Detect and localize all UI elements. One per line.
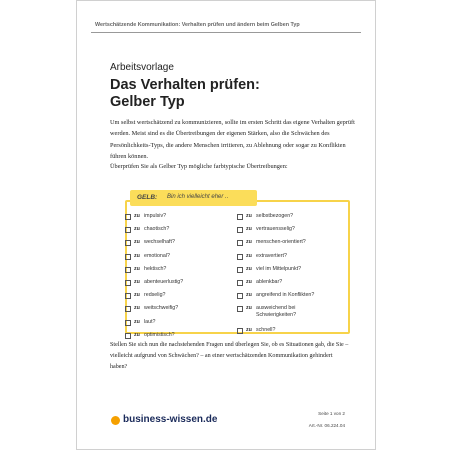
checklist-item-prefix: zu — [134, 318, 140, 325]
logo-dot-icon — [111, 416, 120, 425]
checklist-item-prefix: zu — [134, 331, 140, 338]
checkbox-icon[interactable] — [125, 254, 131, 260]
article-number: Art.-Nr. 06.224.04 — [308, 423, 345, 428]
checklist-item-text: wechselhaft? — [144, 239, 175, 246]
checkbox-icon[interactable] — [237, 328, 243, 334]
checklist-item-text: menschen-orientiert? — [256, 239, 306, 246]
checkbox-icon[interactable] — [125, 320, 131, 326]
checkbox-icon[interactable] — [237, 293, 243, 299]
checklist-item-text: selbstbezogen? — [256, 213, 294, 219]
checklist-item-prefix: zu — [134, 252, 140, 259]
checklist-item-prefix: zu — [134, 226, 140, 233]
header-divider — [91, 32, 361, 33]
checklist-item-prefix: zu — [246, 292, 252, 299]
checklist-item-prefix: zu — [246, 213, 252, 219]
checklist-item-text: impulsiv? — [144, 213, 167, 219]
checkbox-icon[interactable] — [237, 240, 243, 246]
checklist-item-prefix: zu — [134, 305, 140, 312]
title-line-1: Das Verhalten prüfen: — [110, 77, 260, 93]
page-number: Seite 1 von 2 — [318, 411, 345, 416]
checkbox-icon[interactable] — [237, 214, 243, 220]
checkbox-icon[interactable] — [237, 306, 243, 312]
checklist-item-text: angreifend in Konflikten? — [256, 292, 315, 299]
checkbox-icon[interactable] — [237, 227, 243, 233]
brand-logo: business-wissen.de — [123, 414, 218, 425]
checkbox-icon[interactable] — [125, 306, 131, 312]
checkbox-icon[interactable] — [125, 240, 131, 246]
checklist-item-text: redselig? — [144, 292, 166, 299]
checklist-item-text: ausweichend bei Schwierigkeiten? — [256, 305, 297, 318]
checklist-item-prefix: zu — [134, 265, 140, 272]
checklist-item-text: extravertiert? — [256, 252, 287, 259]
checklist-item-text: emotional? — [144, 252, 170, 259]
title-line-2: Gelber Typ — [110, 94, 185, 110]
checkbox-icon[interactable] — [125, 280, 131, 286]
checklist-heading-tag — [130, 190, 257, 206]
document-page — [76, 0, 376, 450]
checkbox-icon[interactable] — [125, 214, 131, 220]
checklist-item-text: optimistisch? — [144, 331, 175, 338]
checklist-item-prefix: zu — [246, 239, 252, 246]
checklist-item-text: hektisch? — [144, 265, 167, 272]
checkbox-icon[interactable] — [237, 280, 243, 286]
page-title — [110, 77, 260, 111]
checklist-item-prefix: zu — [134, 278, 140, 285]
checklist-item-prefix: zu — [246, 252, 252, 259]
checkbox-icon[interactable] — [237, 254, 243, 260]
checklist-item-text: vertrauensselig? — [256, 226, 295, 233]
checklist-item-prefix: zu — [246, 226, 252, 233]
intro-paragraph: Um selbst wertschätzend zu kommunizieren, sollte im ersten Schritt das eigene Verhalten geprüft werden. Meist sind es die Übertreibungen der eigenen Stärken, also die Schwächen des Persönlichkeits-Typs, die andere Menschen irritieren, zu Ablehnung oder sogar zu Konflikten führen können. — [110, 119, 355, 160]
running-header: Wertschätzende Kommunikation: Verhalten prüfen und ändern beim Gelben Typ — [95, 22, 300, 28]
checkbox-icon[interactable] — [125, 293, 131, 299]
document-kicker: Arbeitsvorlage — [110, 62, 174, 73]
checklist-item-prefix: zu — [246, 278, 252, 285]
checkbox-icon[interactable] — [125, 267, 131, 273]
checklist-item-prefix: zu — [134, 292, 140, 299]
checklist-item-prefix: zu — [134, 213, 140, 219]
checklist-item-text: laut? — [144, 318, 156, 325]
checklist-item-prefix: zu — [246, 265, 252, 272]
checklist-item-text: weitschweifig? — [144, 305, 179, 312]
checklist-item-text: schnell? — [256, 327, 276, 334]
closing-paragraph: Stellen Sie sich nun die nachstehenden Fragen und überlegen Sie, ob es Situationen gab, die Sie – vielleicht aufgrund von Schwächen? – an einer wertschätzenden Kommunikation gehindert haben? — [110, 342, 349, 370]
checklist-heading: Bin ich vielleicht eher .. — [167, 194, 229, 200]
checkbox-icon[interactable] — [237, 267, 243, 273]
checklist-item-text: chaotisch? — [144, 226, 170, 233]
checklist-keyword: GELB: — [137, 194, 158, 201]
checkbox-icon[interactable] — [125, 227, 131, 233]
checklist-item-text: viel im Mittelpunkt? — [256, 265, 302, 272]
checklist-item-text: abenteuerlustig? — [144, 278, 184, 285]
checklist-item-prefix: zu — [246, 327, 252, 334]
checklist-item-text: ablenkbar? — [256, 278, 283, 285]
checkbox-icon[interactable] — [125, 333, 131, 339]
lead-paragraph: Überprüfen Sie als Gelber Typ mögliche farbtypische Übertreibungen: — [110, 163, 288, 170]
checklist-item-prefix: zu — [134, 239, 140, 246]
checklist-item-prefix: zu — [246, 305, 252, 312]
